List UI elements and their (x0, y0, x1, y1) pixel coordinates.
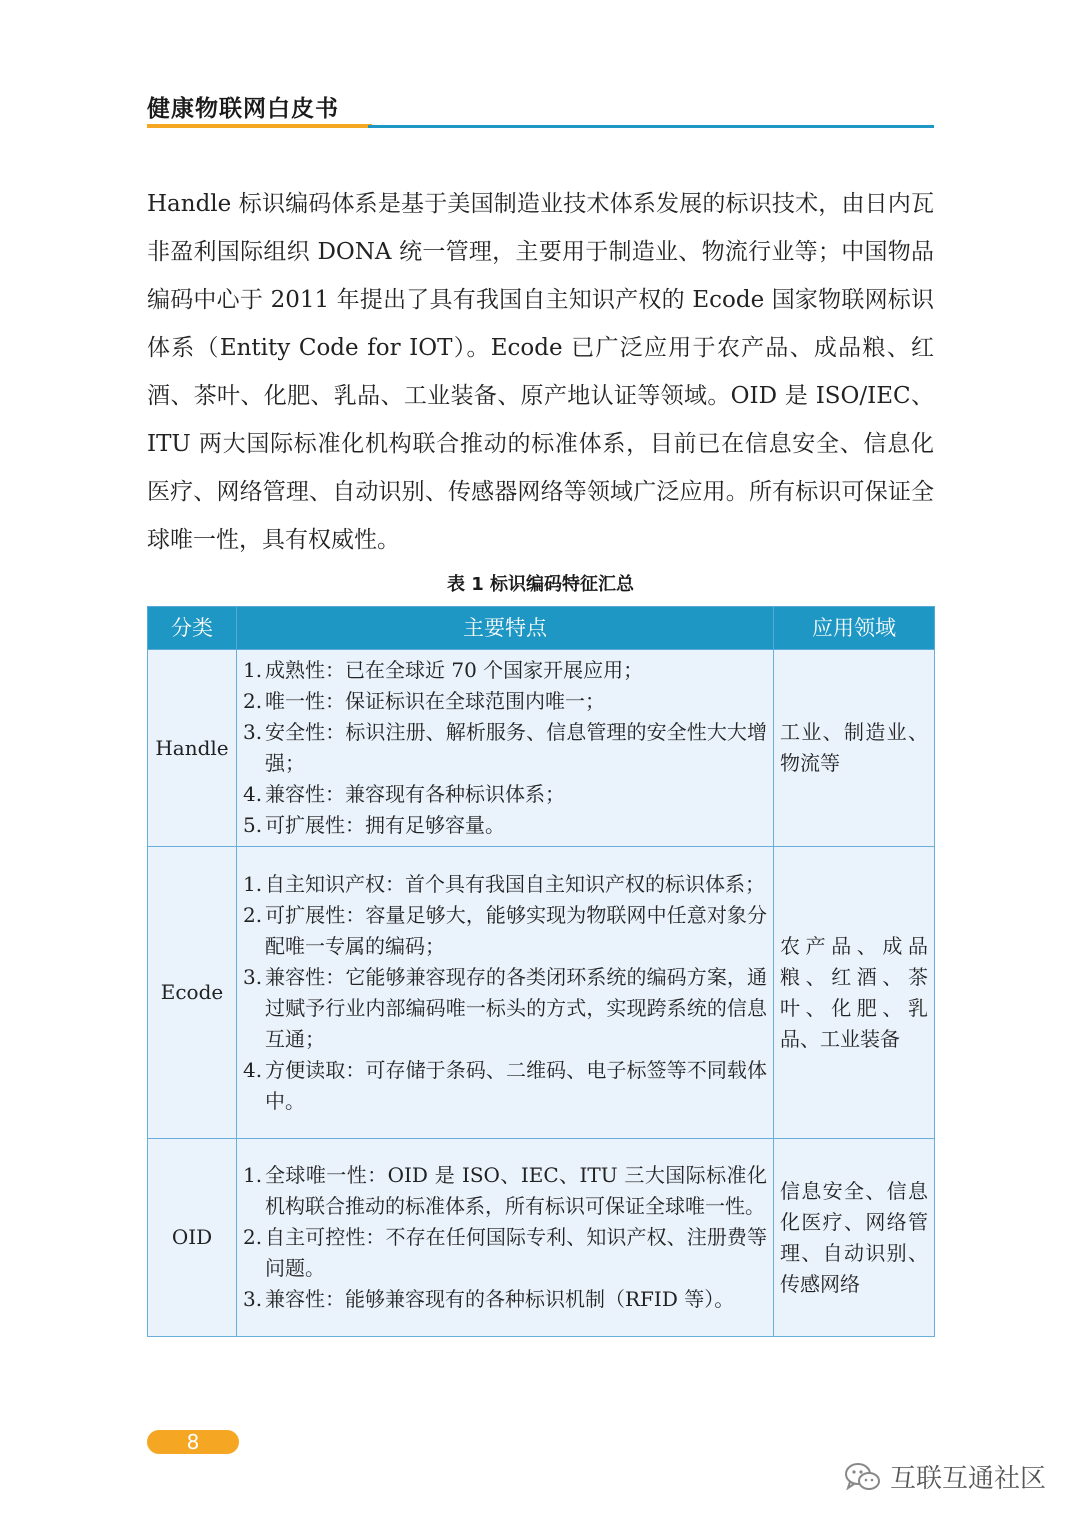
feature-number: 4. (243, 1057, 263, 1082)
table-row (148, 650, 935, 847)
header-cell-category: 分类 (148, 607, 237, 650)
feature-number: 5. (243, 813, 263, 837)
feature-text: 兼容性：能够兼容现有的各种标识机制（RFID 等）。 (265, 1287, 735, 1311)
feature-text: 自主知识产权：首个具有我国自主知识产权的标识体系； (265, 871, 765, 896)
table-row (148, 847, 935, 1139)
feature-table (147, 606, 935, 1337)
feature-text: 成熟性：已在全球近 70 个国家开展应用； (265, 658, 644, 682)
feature-number: 2. (243, 1225, 263, 1249)
feature-text: 可扩展性：拥有足够容量。 (265, 813, 505, 837)
feature-item (243, 1222, 767, 1284)
feature-number: 4. (243, 782, 263, 806)
feature-text: 全球唯一性：OID 是 ISO、IEC、ITU 三大国际标准化机构联合推动的标准体系，所有标识可保证全球唯一性。 (265, 1163, 767, 1218)
features-cell (237, 650, 774, 847)
watermark-text: 互联互通社区 (889, 1464, 1046, 1494)
feature-number: 1. (243, 871, 263, 896)
category-cell: OID (148, 1139, 237, 1337)
feature-text: 兼容性：它能够兼容现存的各类闭环系统的编码方案，通过赋予行业内部编码唯一标头的方式，实现跨系统的信息互通； (265, 964, 767, 1051)
feature-number: 2. (243, 902, 263, 927)
feature-text: 可扩展性：容量足够大，能够实现为物联网中任意对象分配唯一专属的编码； (265, 902, 767, 958)
application-cell: 农产品、成品粮、红酒、茶叶、化肥、乳品、工业装备 (774, 847, 935, 1139)
wechat-icon (844, 1461, 882, 1493)
feature-item (243, 686, 767, 717)
feature-number: 1. (243, 1163, 263, 1187)
watermark (844, 1458, 1046, 1495)
page-number-badge: 8 (147, 1430, 239, 1454)
feature-item (243, 717, 767, 779)
header-cell-features: 主要特点 (237, 607, 774, 650)
feature-item (243, 779, 767, 810)
body-paragraph: Handle 标识编码体系是基于美国制造业技术体系发展的标识技术，由日内瓦非盈利国际组织 DONA 统一管理，主要用于制造业、物流行业等；中国物品编码中心于 2011 年提出了具有我国自主知识产权的 Ecode 国家物联网标识体系（Entity Code for IOT）。Ecode 已广泛应用于农产品、成品粮、红酒、茶叶、化肥、乳品、工业装备、原产地认证等领域。OID 是 ISO/IEC、ITU 两大国际标准化机构联合推动的标准体系，目前已在信息安全、信息化医疗、网络管理、自动识别、传感器网络等领域广泛应用。所有标识可保证全球唯一性，具有权威性。 (147, 191, 934, 553)
feature-item (243, 810, 767, 841)
header-cell-application: 应用领域 (774, 607, 935, 650)
feature-number: 2. (243, 689, 263, 713)
category-cell: Ecode (148, 847, 237, 1139)
application-cell: 工业、制造业、物流等 (774, 650, 935, 847)
feature-number: 3. (243, 1287, 263, 1311)
table-header-row (148, 607, 935, 650)
header-rule-orange (147, 124, 372, 128)
feature-item (243, 1284, 767, 1315)
feature-item (243, 869, 767, 900)
feature-text: 自主可控性：不存在任何国际专利、知识产权、注册费等问题。 (265, 1225, 767, 1280)
feature-text: 唯一性：保证标识在全球范围内唯一； (265, 689, 605, 713)
feature-text: 安全性：标识注册、解析服务、信息管理的安全性大大增强； (265, 720, 767, 775)
header-rule-blue (368, 125, 934, 128)
feature-number: 1. (243, 658, 263, 682)
feature-text: 兼容性：兼容现有各种标识体系； (265, 782, 565, 806)
table-caption: 表 1 标识编码特征汇总 (446, 574, 635, 595)
feature-item (243, 900, 767, 962)
feature-text: 方便读取：可存储于条码、二维码、电子标签等不同载体中。 (265, 1057, 767, 1113)
feature-number: 3. (243, 720, 263, 744)
feature-item (243, 655, 767, 686)
header-title: 健康物联网白皮书 (147, 96, 339, 122)
application-cell: 信息安全、信息化医疗、网络管理、自动识别、传感网络 (774, 1139, 935, 1337)
feature-item (243, 962, 767, 1055)
feature-item (243, 1055, 767, 1117)
features-cell (237, 847, 774, 1139)
table-row (148, 1139, 935, 1337)
feature-item (243, 1160, 767, 1222)
feature-number: 3. (243, 964, 263, 989)
category-cell: Handle (148, 650, 237, 847)
features-cell (237, 1139, 774, 1337)
